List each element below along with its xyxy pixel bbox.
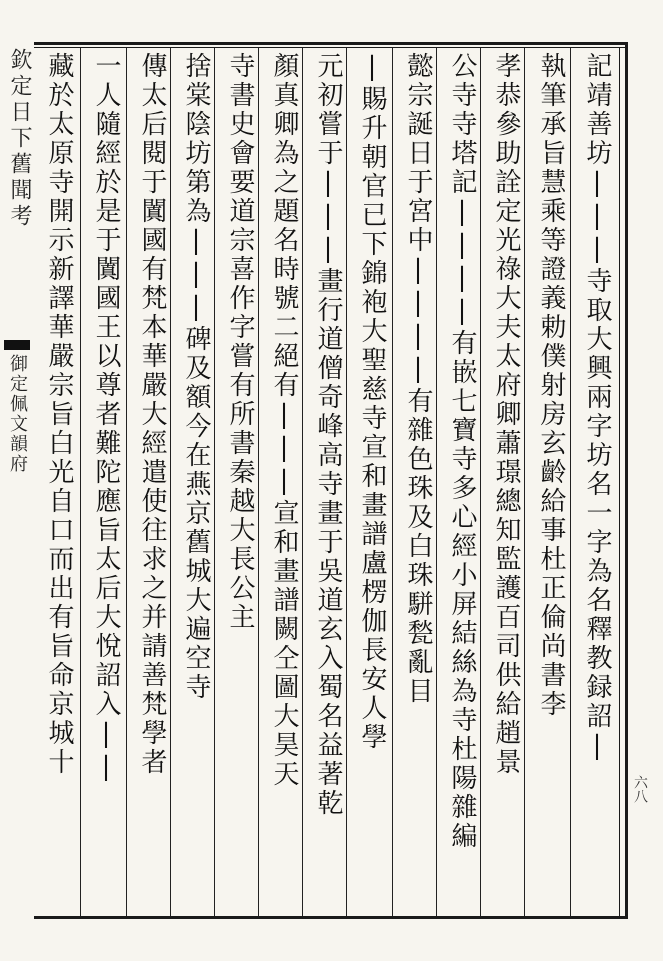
page-number: 六八 xyxy=(632,775,648,803)
text-column-11: 傳太后閱于闐國有梵本華嚴大經遣使往求之并請善梵學者 xyxy=(137,52,167,777)
margin-strip xyxy=(0,48,32,916)
edition-label: 御定佩文韻府 xyxy=(7,354,28,474)
top-border-inner xyxy=(34,47,628,48)
text-column-9: 寺書史會要道宗喜作字嘗有所書秦越大長公主 xyxy=(225,52,255,632)
text-column-2: 執筆承旨慧乘等證義勅僕射房玄齡給事杜正倫尚書李 xyxy=(536,52,566,719)
text-column-5: 懿宗誕日于宮中||||有雜色珠及白珠駢甃亂目 xyxy=(403,52,433,706)
fishtail-mark xyxy=(4,340,30,350)
right-border xyxy=(625,42,628,919)
text-column-10: 捨棠陰坊第為|||碑及額今在燕京舊城大遍空寺 xyxy=(181,52,211,702)
text-column-12: 一人隨經於是于闐國王以尊者難陀應旨太后大悅詔入|| xyxy=(91,52,121,785)
text-column-8: 顏真卿為之題名時號二絕有|||宣和畫譜闕仝圖大昊天 xyxy=(269,52,299,789)
bottom-border xyxy=(34,916,628,919)
right-border-inner xyxy=(619,48,620,916)
text-column-7: 元初嘗于|||畫行道僧奇峰高寺畫于吳道玄入蜀名益著乾 xyxy=(313,52,343,818)
text-column-4: 公寺寺塔記||||有嵌七寶寺多心經小屏結絲為寺杜陽雜編 xyxy=(447,52,477,851)
column-rule xyxy=(80,48,81,916)
text-column-1: 記靖善坊|||寺取大興兩字坊名一字為名釋教録詔| xyxy=(582,52,612,764)
text-column-13: 藏於太原寺開示新譯華嚴宗旨白光自口而出有旨命京城十 xyxy=(44,52,74,777)
top-border xyxy=(34,42,628,45)
text-column-6: |賜升朝官已下錦袍大聖慈寺宣和畫譜盧楞伽長安人學 xyxy=(357,52,387,752)
text-column-3: 孝恭參助詮定光祿大夫太府卿蕭璟總知監護百司供給趙景 xyxy=(491,52,521,777)
book-title: 欽定日下舊聞考 xyxy=(7,48,32,230)
